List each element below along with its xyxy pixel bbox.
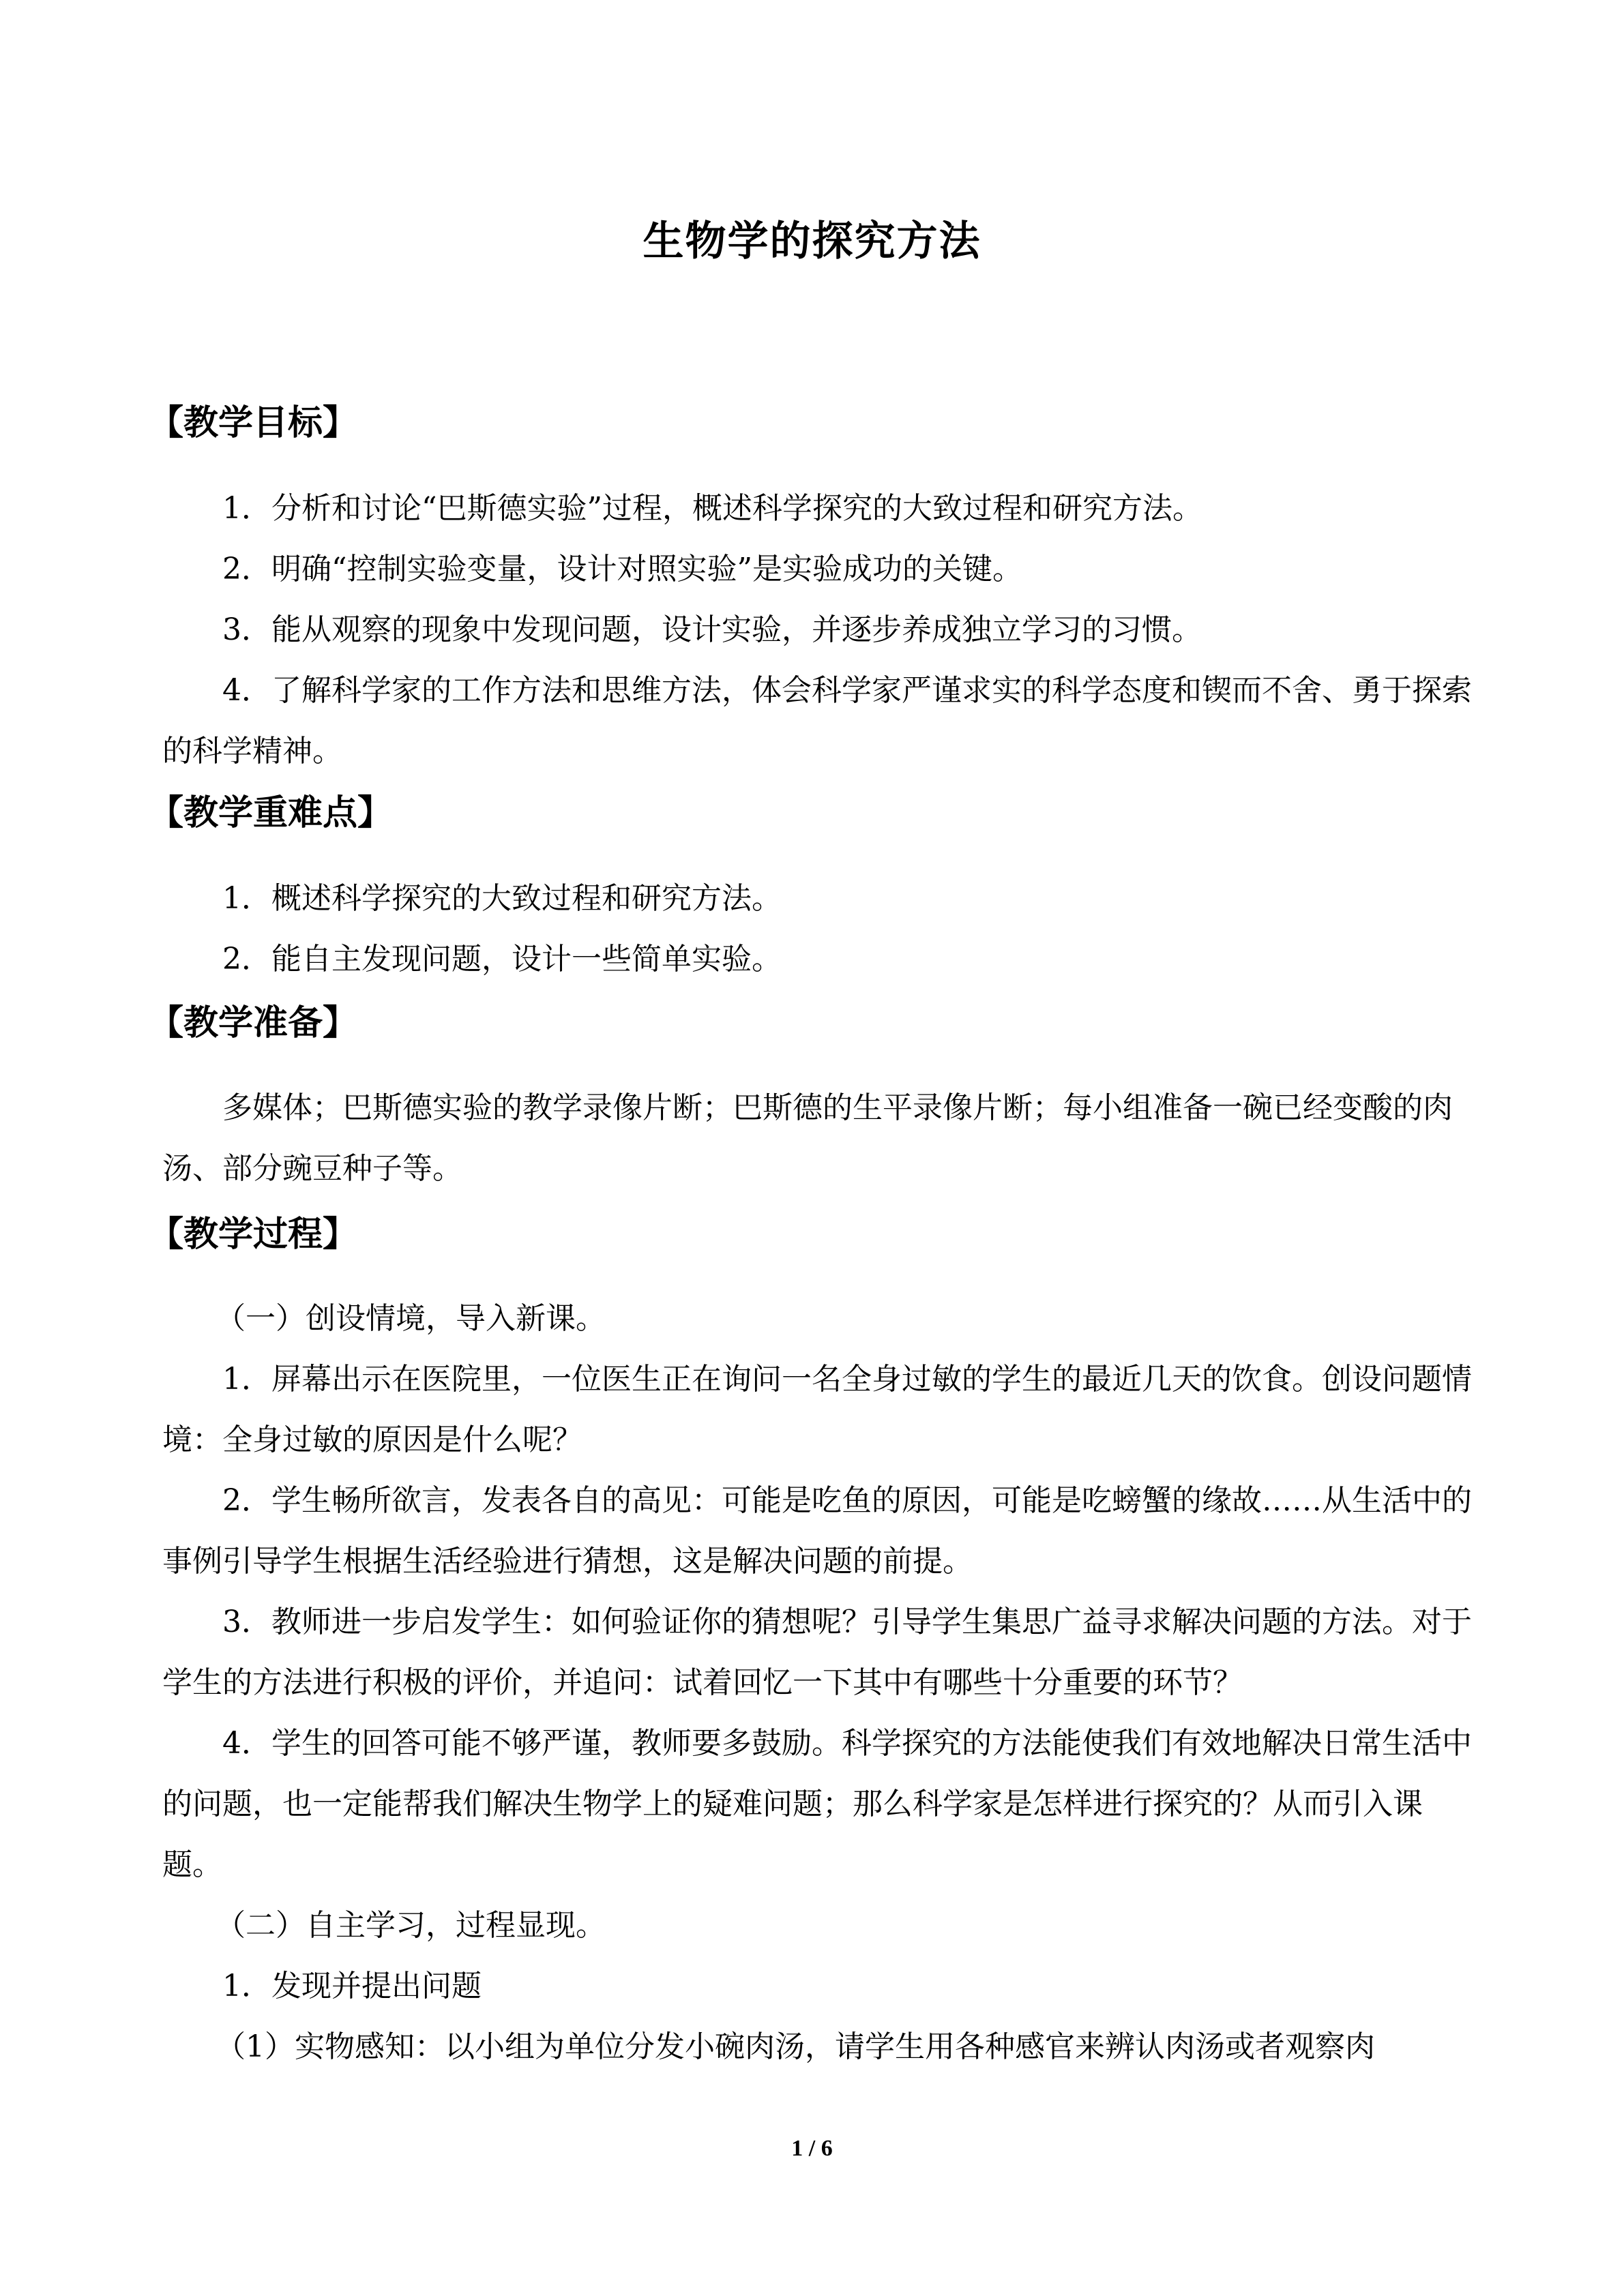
page-number: 1 / 6 — [791, 2136, 833, 2161]
objective-item: 1．分析和讨论“巴斯德实验”过程，概述科学探究的大致过程和研究方法。 — [222, 491, 1202, 526]
key-point-item: 1．概述科学探究的大致过程和研究方法。 — [222, 881, 782, 916]
process-item: 1．发现并提出问题 — [222, 1969, 482, 2003]
preparation-text: 多媒体；巴斯德实验的教学录像片断；巴斯德的生平录像片断；每小组准备一碗已经变酸的肉汤、部分豌豆种子等。 — [162, 1090, 1453, 1186]
objective-item: 2．明确“控制实验变量，设计对照实验”是实验成功的关键。 — [222, 552, 1022, 586]
process-item: （一）创设情境，导入新课。 — [216, 1301, 606, 1336]
process-item: 2．学生畅所欲言，发表各自的高见：可能是吃鱼的原因，可能是吃螃蟹的缘故……从生活中的事例引导学生根据生活经验进行猜想，这是解决问题的前提。 — [162, 1483, 1472, 1579]
process-item: （1）实物感知：以小组为单位分发小碗肉汤，请学生用各种感官来辨认肉汤或者观察肉 — [216, 2029, 1375, 2064]
process-item: （二）自主学习，过程显现。 — [216, 1908, 606, 1943]
objective-item: 3．能从观察的现象中发现问题，设计实验，并逐步养成独立学习的习惯。 — [222, 612, 1202, 647]
objective-item: 4．了解科学家的工作方法和思维方法，体会科学家严谨求实的科学态度和锲而不舍、勇于探索的科学精神。 — [162, 673, 1472, 769]
process-item: 4．学生的回答可能不够严谨，教师要多鼓励。科学探究的方法能使我们有效地解决日常生活中的问题，也一定能帮我们解决生物学上的疑难问题；那么科学家是怎样进行探究的？从而引入课题。 — [162, 1726, 1472, 1882]
section-heading-objectives: 【教学目标】 — [149, 403, 358, 443]
key-point-item: 2．能自主发现问题，设计一些简单实验。 — [222, 942, 782, 976]
process-item: 1．屏幕出示在医院里，一位医生正在询问一名全身过敏的学生的最近几天的饮食。创设问题情境：全身过敏的原因是什么呢？ — [162, 1362, 1472, 1457]
section-heading-preparation: 【教学准备】 — [149, 1003, 358, 1043]
document-title: 生物学的探究方法 — [643, 218, 981, 265]
section-heading-key-points: 【教学重难点】 — [149, 793, 393, 833]
process-item: 3．教师进一步启发学生：如何验证你的猜想呢？引导学生集思广益寻求解决问题的方法。对于学生的方法进行积极的评价，并追问：试着回忆一下其中有哪些十分重要的环节？ — [162, 1605, 1472, 1700]
section-heading-process: 【教学过程】 — [149, 1214, 358, 1255]
